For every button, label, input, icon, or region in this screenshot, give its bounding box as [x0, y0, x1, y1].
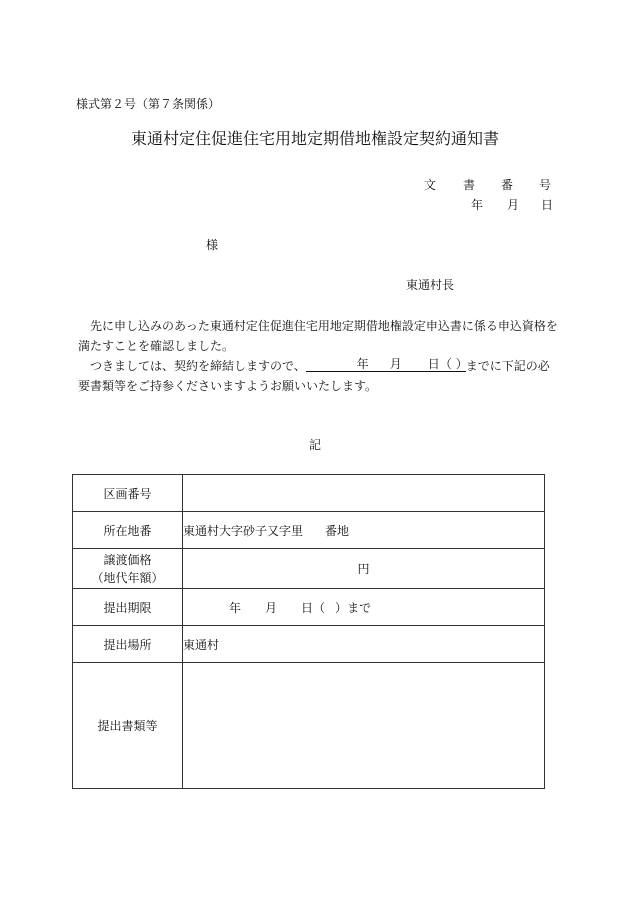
lot-number-value: [183, 475, 545, 512]
paragraph-1-line-2: 満たすことを確認しました。: [78, 339, 235, 353]
price-label: [73, 549, 183, 589]
lot-number-label: 区画番号: [73, 475, 183, 512]
details-table: [72, 474, 545, 789]
ki-heading: 記: [308, 438, 321, 452]
documents-value: [183, 663, 545, 789]
documents-label: 提出書類等: [73, 663, 183, 789]
docno-char-4: 号: [539, 178, 552, 192]
table-row-lot-number: [73, 475, 545, 512]
place-value: 東通村: [183, 626, 545, 663]
date-year-label: 年: [471, 198, 484, 212]
table-row-deadline: [73, 589, 545, 626]
table-row-place: [73, 626, 545, 663]
location-value: [183, 512, 545, 549]
location-label: 所在地番: [73, 512, 183, 549]
date-month-label: 月: [507, 198, 520, 212]
docno-char-1: 文: [424, 178, 437, 192]
document-title: 東通村定住促進住宅用地定期借地権設定契約通知書: [130, 129, 499, 148]
paragraph-2-after: までに下記の必: [465, 359, 550, 373]
date-day-label: 日: [541, 198, 554, 212]
place-label: 提出場所: [73, 626, 183, 663]
paragraph-2: [78, 356, 556, 396]
form-number-label: 様式第２号（第７条関係）: [76, 97, 221, 111]
price-label-line-2: （地代年額）: [91, 570, 164, 585]
deadline-close: ）: [455, 357, 468, 371]
location-prefix: 東通村大字砂子又字里: [183, 523, 304, 538]
table-row-location: [73, 512, 545, 549]
sender-name: 東通村長: [406, 278, 455, 292]
docno-char-3: 番: [501, 178, 514, 192]
paragraph-2-before: つきましては、契約を締結しますので、: [90, 359, 306, 373]
deadline-cell-month: 月: [265, 600, 278, 615]
deadline-cell-day: 日（: [301, 600, 326, 615]
deadline-value: [183, 589, 545, 626]
deadline-cell-tail: まで: [347, 600, 372, 615]
deadline-year: 年: [356, 357, 369, 371]
deadline-day: 日（: [427, 357, 452, 371]
paragraph-2-line-1: [78, 356, 556, 376]
paragraph-1: [78, 316, 556, 356]
location-suffix: 番地: [325, 523, 350, 538]
deadline-month: 月: [389, 357, 402, 371]
docno-char-2: 書: [463, 178, 476, 192]
table-row-documents: [73, 663, 545, 789]
price-value: 円: [183, 549, 545, 589]
paragraph-2-line-2: 要書類等をご持参くださいますようお願いいたします。: [78, 379, 378, 393]
table-row-price: [73, 549, 545, 589]
deadline-label: 提出期限: [73, 589, 183, 626]
deadline-cell-year: 年: [229, 600, 242, 615]
deadline-date-underline: [306, 357, 466, 372]
paragraph-1-line-1: 先に申し込みのあった東通村定住促進住宅用地定期借地権設定申込書に係る申込資格を: [90, 319, 558, 333]
price-label-line-1: 譲渡価格: [103, 552, 152, 567]
deadline-cell-close: ）: [335, 600, 348, 615]
addressee-suffix: 様: [206, 238, 219, 252]
